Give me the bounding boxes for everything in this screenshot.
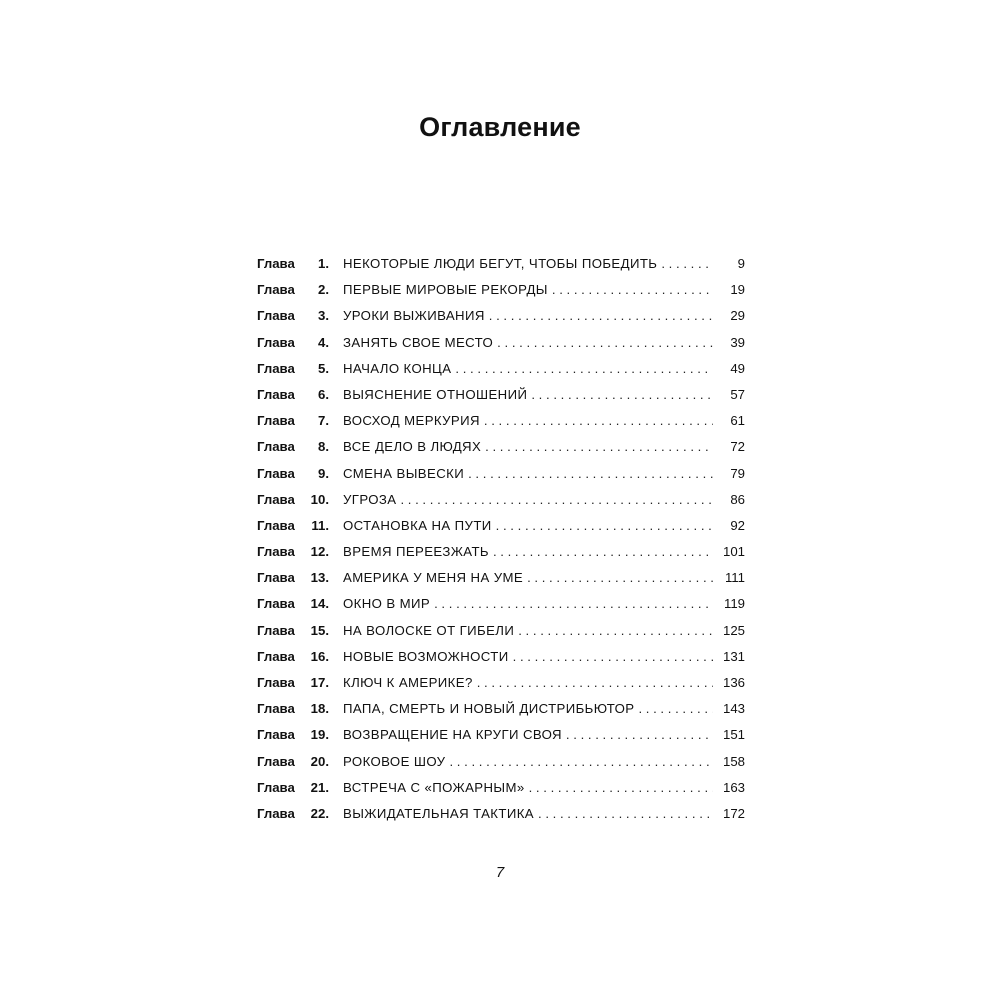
toc-entry[interactable] <box>257 282 745 308</box>
chapter-number: 21. <box>310 779 329 795</box>
table-of-contents <box>257 256 745 832</box>
chapter-title: ВСЕ ДЕЛО В ЛЮДЯХ <box>343 439 482 455</box>
chapter-number: 22. <box>310 805 329 821</box>
chapter-number: 11. <box>311 517 329 533</box>
chapter-number: 9. <box>318 465 329 481</box>
dot-leader <box>518 623 713 638</box>
dot-leader <box>531 387 713 402</box>
chapter-label: Глава <box>257 308 295 324</box>
chapter-number: 10. <box>310 491 329 507</box>
chapter-label: Глава <box>257 596 295 612</box>
chapter-title: АМЕРИКА У МЕНЯ НА УМЕ <box>343 570 524 586</box>
toc-entry[interactable] <box>257 570 745 596</box>
chapter-number: 16. <box>310 648 329 664</box>
chapter-title: НА ВОЛОСКЕ ОТ ГИБЕЛИ <box>343 622 515 638</box>
chapter-title: УРОКИ ВЫЖИВАНИЯ <box>343 308 485 324</box>
toc-entry[interactable] <box>257 649 745 675</box>
page-title: Оглавление <box>419 112 581 142</box>
toc-entry[interactable] <box>257 335 745 361</box>
chapter-label: Глава <box>257 491 295 507</box>
dot-leader <box>496 518 713 533</box>
chapter-label: Глава <box>257 544 295 560</box>
chapter-label: Глава <box>257 334 295 350</box>
page-number: 7 <box>495 864 505 881</box>
chapter-number: 19. <box>310 727 329 743</box>
dot-leader <box>477 675 713 690</box>
chapter-number: 15. <box>310 622 329 638</box>
chapter-title: ЗАНЯТЬ СВОЕ МЕСТО <box>343 334 494 350</box>
chapter-number: 8. <box>318 439 329 455</box>
chapter-label: Глава <box>257 622 295 638</box>
chapter-number: 2. <box>318 282 329 298</box>
chapter-title: УГРОЗА <box>343 491 397 507</box>
dot-leader <box>468 466 713 481</box>
chapter-label: Глава <box>257 360 295 376</box>
chapter-label: Глава <box>257 517 295 533</box>
chapter-page-number: 131 <box>722 648 745 664</box>
chapter-label: Глава <box>257 753 295 769</box>
chapter-label: Глава <box>257 386 295 402</box>
chapter-page-number: 49 <box>730 360 745 376</box>
chapter-page-number: 111 <box>724 570 745 586</box>
toc-entry[interactable] <box>257 387 745 413</box>
chapter-label: Глава <box>257 648 295 664</box>
toc-entry[interactable] <box>257 256 745 282</box>
dot-leader <box>566 727 713 742</box>
chapter-number: 18. <box>310 701 329 717</box>
dot-leader <box>529 780 713 795</box>
dot-leader <box>638 701 713 716</box>
dot-leader <box>489 308 713 323</box>
dot-leader <box>455 361 713 376</box>
toc-entry[interactable] <box>257 806 745 832</box>
chapter-page-number: 86 <box>730 491 745 507</box>
chapter-title: ОСТАНОВКА НА ПУТИ <box>343 517 492 533</box>
chapter-number: 20. <box>310 753 329 769</box>
chapter-label: Глава <box>257 727 295 743</box>
dot-leader <box>513 649 713 664</box>
chapter-page-number: 19 <box>730 282 745 298</box>
toc-entry[interactable] <box>257 439 745 465</box>
chapter-label: Глава <box>257 282 295 298</box>
dot-leader <box>527 570 713 585</box>
chapter-title: ПАПА, СМЕРТЬ И НОВЫЙ ДИСТРИБЬЮТОР <box>343 701 635 717</box>
chapter-title: ВЫЯСНЕНИЕ ОТНОШЕНИЙ <box>343 386 528 402</box>
chapter-label: Глава <box>257 439 295 455</box>
chapter-number: 5. <box>318 360 329 376</box>
chapter-page-number: 101 <box>722 544 745 560</box>
toc-entry[interactable] <box>257 361 745 387</box>
chapter-number: 14. <box>310 596 329 612</box>
chapter-label: Глава <box>257 701 295 717</box>
toc-entry[interactable] <box>257 727 745 753</box>
chapter-title: НЕКОТОРЫЕ ЛЮДИ БЕГУТ, ЧТОБЫ ПОБЕДИТЬ <box>343 256 658 271</box>
dot-leader <box>497 335 713 350</box>
dot-leader <box>434 596 713 611</box>
toc-entry[interactable] <box>257 308 745 334</box>
toc-entry[interactable] <box>257 780 745 806</box>
chapter-label: Глава <box>257 779 295 795</box>
chapter-page-number: 72 <box>730 439 745 455</box>
dot-leader <box>552 282 713 297</box>
chapter-page-number: 136 <box>722 675 745 690</box>
chapter-title: ВОСХОД МЕРКУРИЯ <box>343 413 480 429</box>
toc-entry[interactable] <box>257 596 745 622</box>
chapter-number: 6. <box>318 386 329 402</box>
chapter-label: Глава <box>257 256 295 271</box>
chapter-title: ПЕРВЫЕ МИРОВЫЕ РЕКОРДЫ <box>343 282 548 298</box>
chapter-label: Глава <box>257 805 295 821</box>
chapter-label: Глава <box>257 413 295 429</box>
chapter-number: 12. <box>310 544 329 560</box>
toc-entry[interactable] <box>257 623 745 649</box>
chapter-page-number: 151 <box>722 727 745 743</box>
chapter-title: РОКОВОЕ ШОУ <box>343 753 446 769</box>
chapter-title: СМЕНА ВЫВЕСКИ <box>343 465 465 481</box>
chapter-title: НАЧАЛО КОНЦА <box>343 360 452 376</box>
toc-entry[interactable] <box>257 675 745 701</box>
chapter-page-number: 61 <box>730 413 745 429</box>
chapter-page-number: 29 <box>730 308 745 324</box>
dot-leader <box>484 413 713 428</box>
chapter-page-number: 143 <box>722 701 745 717</box>
chapter-page-number: 163 <box>722 779 745 795</box>
toc-entry[interactable] <box>257 492 745 518</box>
chapter-page-number: 172 <box>722 805 745 821</box>
chapter-title: ОКНО В МИР <box>343 596 431 612</box>
chapter-number: 17. <box>310 675 329 690</box>
chapter-title: ВРЕМЯ ПЕРЕЕЗЖАТЬ <box>343 544 489 560</box>
chapter-label: Глава <box>257 570 295 586</box>
chapter-page-number: 79 <box>730 465 745 481</box>
chapter-title: ВОЗВРАЩЕНИЕ НА КРУГИ СВОЯ <box>343 727 562 743</box>
chapter-number: 13. <box>310 570 329 586</box>
toc-entry[interactable] <box>257 544 745 570</box>
toc-entry[interactable] <box>257 518 745 544</box>
dot-leader <box>400 492 713 507</box>
chapter-number: 7. <box>318 413 329 429</box>
chapter-page-number: 39 <box>730 334 745 350</box>
chapter-page-number: 158 <box>722 753 745 769</box>
toc-entry[interactable] <box>257 466 745 492</box>
chapter-title: КЛЮЧ К АМЕРИКЕ? <box>343 675 473 690</box>
dot-leader <box>449 754 713 769</box>
chapter-number: 1. <box>318 256 329 271</box>
chapter-title: ВСТРЕЧА С «ПОЖАРНЫМ» <box>343 779 525 795</box>
toc-entry[interactable] <box>257 701 745 727</box>
chapter-label: Глава <box>257 675 295 690</box>
chapter-label: Глава <box>257 465 295 481</box>
chapter-number: 3. <box>318 308 329 324</box>
dot-leader <box>538 806 713 821</box>
toc-entry[interactable] <box>257 754 745 780</box>
chapter-page-number: 9 <box>737 256 745 271</box>
toc-entry[interactable] <box>257 413 745 439</box>
dot-leader <box>493 544 713 559</box>
dot-leader <box>485 439 713 454</box>
chapter-page-number: 57 <box>730 386 745 402</box>
chapter-page-number: 125 <box>722 622 745 638</box>
chapter-title: ВЫЖИДАТЕЛЬНАЯ ТАКТИКА <box>343 805 534 821</box>
chapter-number: 4. <box>318 334 329 350</box>
dot-leader <box>661 256 713 271</box>
chapter-title: НОВЫЕ ВОЗМОЖНОСТИ <box>343 648 509 664</box>
chapter-page-number: 92 <box>730 517 745 533</box>
chapter-page-number: 119 <box>723 596 745 612</box>
